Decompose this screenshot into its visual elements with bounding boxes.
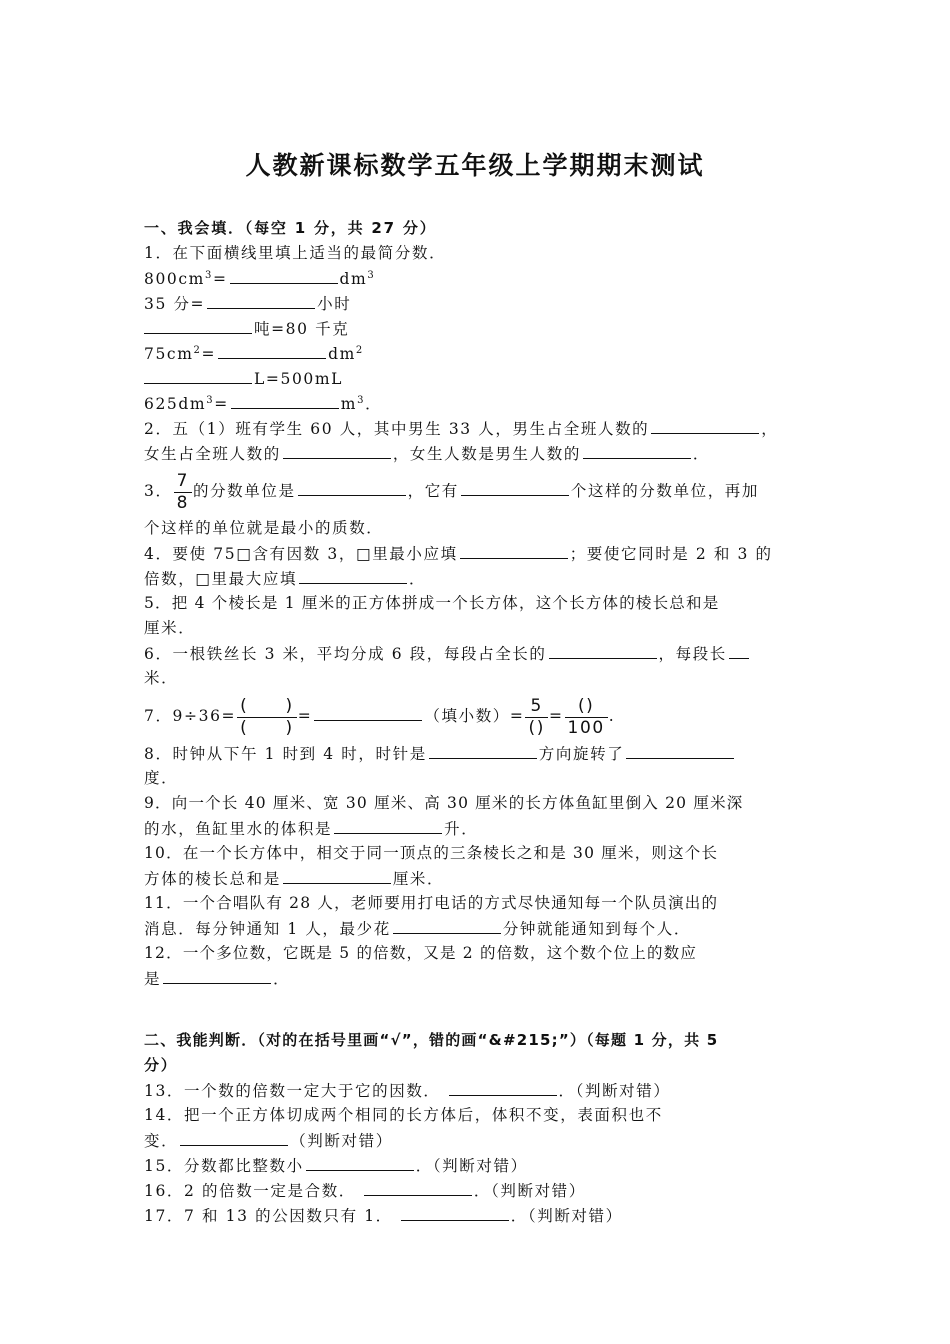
q8-line2: 度． xyxy=(144,769,179,787)
fraction-blank-100[interactable]: $\frac{()}{100}$ xyxy=(565,698,608,737)
answer-blank[interactable] xyxy=(401,1203,509,1221)
answer-blank[interactable] xyxy=(729,641,749,659)
answer-blank[interactable] xyxy=(583,441,691,459)
q10-line2: 方体的棱长总和是 厘米． xyxy=(144,866,808,891)
answer-blank[interactable] xyxy=(207,291,315,309)
answer-blank[interactable] xyxy=(283,866,391,884)
answer-blank[interactable] xyxy=(364,1178,472,1196)
q5-line2: 厘米． xyxy=(144,619,196,637)
q3-line2: 个这样的单位就是最小的质数． xyxy=(144,519,384,537)
answer-blank[interactable] xyxy=(180,1128,288,1146)
q9-line1: 9．向一个长 40 厘米、宽 30 厘米、高 30 厘米的长方体鱼缸里倒入 20 厘米深 xyxy=(144,794,744,812)
answer-blank[interactable] xyxy=(306,1153,414,1171)
answer-blank[interactable] xyxy=(651,416,759,434)
q8-line1: 8．时钟从下午 1 时到 4 时，时针是 方向旋转了 xyxy=(144,741,808,766)
answer-blank[interactable] xyxy=(549,641,657,659)
q13-line: 13．一个数的倍数一定大于它的因数． ．（判断对错） xyxy=(144,1078,808,1103)
q2-line1: 2．五（1）班有学生 60 人，其中男生 33 人，男生占全班人数的 ， xyxy=(144,416,808,441)
section-gap xyxy=(144,1016,808,1028)
q10-line1: 10．在一个长方体中，相交于同一顶点的三条棱长之和是 30 厘米，则这个长 xyxy=(144,844,719,862)
section-gap xyxy=(144,991,808,1016)
q1-f: $625dm^3= m^3$． xyxy=(144,391,808,416)
q1-stem: 1．在下面横线里填上适当的最简分数． xyxy=(144,244,447,262)
answer-blank[interactable] xyxy=(393,916,501,934)
page-title: 人教新课标数学五年级上学期期末测试 xyxy=(245,151,705,180)
q6-line2: 米． xyxy=(144,669,179,687)
answer-blank[interactable] xyxy=(144,366,252,384)
q6-line1: 6．一根铁丝长 3 米，平均分成 6 段，每段占全长的 ，每段长 xyxy=(144,641,808,666)
answer-blank[interactable] xyxy=(429,741,537,759)
answer-blank[interactable] xyxy=(449,1078,557,1096)
answer-blank[interactable] xyxy=(163,966,271,984)
answer-blank[interactable] xyxy=(626,741,734,759)
q1-a: $800cm^3= dm^3$ xyxy=(144,266,808,291)
q1-d: $75cm^2= dm^2$ xyxy=(144,341,808,366)
answer-blank[interactable] xyxy=(314,703,422,721)
q11-line2: 消息．每分钟通知 1 人，最少花 分钟就能通知到每个人． xyxy=(144,916,808,941)
answer-blank[interactable] xyxy=(334,816,442,834)
q1-b: 35 分= 小时 xyxy=(144,291,808,316)
answer-blank[interactable] xyxy=(218,341,326,359)
answer-blank[interactable] xyxy=(231,391,339,409)
q2-line2: 女生占全班人数的 ，女生人数是男生人数的 ． xyxy=(144,441,808,466)
q5-line1: 5．把 4 个棱长是 1 厘米的正方体拼成一个长方体，这个长方体的棱长总和是 xyxy=(144,594,720,612)
answer-blank[interactable] xyxy=(460,541,568,559)
answer-blank[interactable] xyxy=(283,441,391,459)
fraction-7-8: $\frac{7}{8}$ xyxy=(174,473,192,512)
section1-heading: 一、我会填．（每空 1 分，共 27 分） xyxy=(144,219,437,237)
q3-line1: 3． $\frac{7}{8}$ 的分数单位是 ，它有 个这样的分数单位，再加 xyxy=(144,470,760,513)
q9-line2: 的水，鱼缸里水的体积是 升． xyxy=(144,816,808,841)
answer-blank[interactable] xyxy=(461,478,569,496)
q14-line1: 14．把一个正方体切成两个相同的长方体后，体积不变，表面积也不 xyxy=(144,1106,663,1124)
q11-line1: 11．一个合唱队有 28 人，老师要用打电话的方式尽快通知每一个队员演出的 xyxy=(144,894,719,912)
q12-line1: 12．一个多位数，它既是 5 的倍数，又是 2 的倍数，这个数个位上的数应 xyxy=(144,944,698,962)
q14-line2: 变． （判断对错） xyxy=(144,1128,808,1153)
q1-e: L=500mL xyxy=(144,366,808,391)
answer-blank[interactable] xyxy=(230,266,338,284)
section2-heading-line1: 二、我能判断．（对的在括号里画“√”，错的画“&#215;”）（每题 1 分，共 5 xyxy=(144,1031,719,1049)
q1-c: 吨=80 千克 xyxy=(144,316,808,341)
answer-blank[interactable] xyxy=(144,316,252,334)
fraction-5-blank[interactable]: $\frac{5}{()}$ xyxy=(525,698,547,737)
q4-line1: 4．要使 75□含有因数 3，□里最小应填 ；要使它同时是 2 和 3 的 xyxy=(144,541,808,566)
q17-line: 17．7 和 13 的公因数只有 1． ．（判断对错） xyxy=(144,1203,808,1228)
q4-line2: 倍数，□里最大应填 ． xyxy=(144,566,808,591)
q15-line: 15．分数都比整数小 ．（判断对错） xyxy=(144,1153,808,1178)
answer-blank[interactable] xyxy=(298,478,406,496)
fraction-blank[interactable]: $\frac{( )}{( )}$ xyxy=(237,698,297,737)
answer-blank[interactable] xyxy=(299,566,407,584)
exam-content xyxy=(144,216,808,1228)
q7-line: 7．9÷36= $\frac{( )}{( )}$ = （填小数）= $\frac{5}{()}$ = $\frac{()}{100}$ . xyxy=(144,695,616,738)
section2-heading-line2: 分） xyxy=(144,1056,178,1074)
q12-line2: 是 ． xyxy=(144,966,808,991)
q16-line: 16．2 的倍数一定是合数． ．（判断对错） xyxy=(144,1178,808,1203)
